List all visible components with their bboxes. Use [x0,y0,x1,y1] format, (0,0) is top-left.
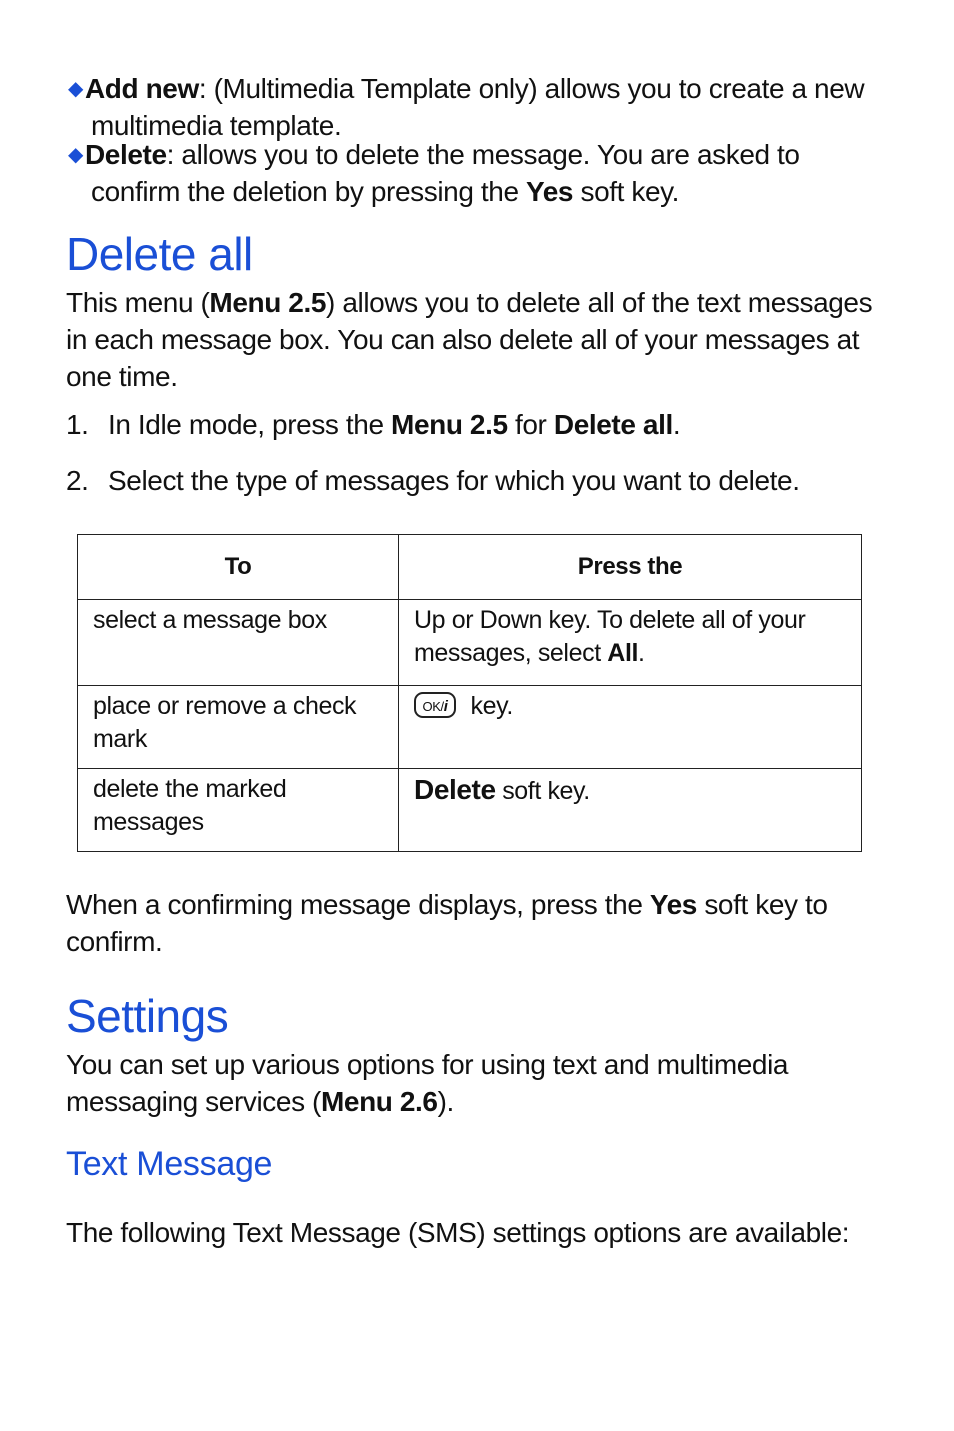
header-press: Press the [399,535,862,600]
table-row: delete the marked messages Delete soft key. [78,769,862,852]
header-to: To [78,535,399,600]
step-2: 2. Select the type of messages for which you want to delete. [66,465,800,496]
delete-all-intro: This menu (Menu 2.5) allows you to delete all of the text messages in each message box. You can also delete all of your messages at one time. [66,287,873,392]
diamond-bullet-icon: ◆ [68,144,83,166]
diamond-bullet-icon: ◆ [68,78,83,100]
confirm-text: When a confirming message displays, press the Yes soft key to confirm. [66,889,828,957]
subheading-text-message: Text Message [66,1145,273,1183]
table-header-row [78,535,862,600]
bullet-term: Delete [84,139,167,170]
step-1: 1. In Idle mode, press the Menu 2.5 for Delete all. [66,409,681,440]
bullet-delete: ◆Delete: allows you to delete the message. You are asked to confirm the deletion by pressing the Yes soft key. [68,139,800,207]
settings-intro: You can set up various options for using text and multimedia messaging services (Menu 2.6). [66,1049,789,1117]
table-row: place or remove a check mark OK/i key. [78,686,862,769]
section-heading-delete-all: Delete all [66,228,253,280]
bullet-term: Add new [84,73,199,104]
section-heading-settings: Settings [66,990,229,1042]
ok-info-key-icon: OK/i [414,692,456,718]
table-row: select a message box Up or Down key. To delete all of your messages, select All. [78,600,862,686]
key-table [77,534,862,852]
bullet-add-new: ◆Add new: (Multimedia Template only) allows you to create a new multimedia template. [68,73,865,141]
text-message-intro: The following Text Message (SMS) settings options are available: [66,1217,850,1248]
